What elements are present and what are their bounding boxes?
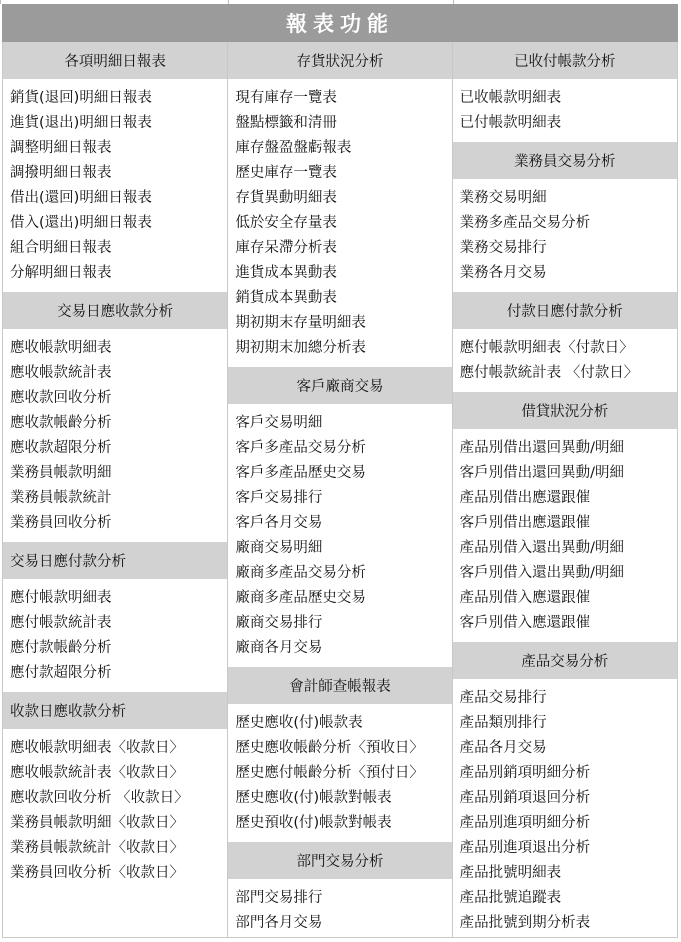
report-link[interactable]: 應付帳款統計表 (10, 615, 112, 631)
report-link[interactable]: 客戶多產品交易分析 (235, 440, 366, 456)
report-link[interactable]: 客戶別借入還出異動/明細 (459, 565, 625, 581)
report-link[interactable]: 廠商交易明細 (235, 540, 323, 556)
report-section (453, 292, 677, 392)
report-link-list (3, 329, 227, 542)
report-link[interactable]: 組合明細日報表 (10, 240, 112, 256)
report-link[interactable]: 庫存盤盈盤虧報表 (235, 140, 352, 156)
report-section (3, 542, 227, 692)
report-link[interactable]: 客戶交易明細 (235, 415, 323, 431)
report-link-list (3, 79, 227, 292)
report-link[interactable]: 部門交易排行 (235, 890, 323, 906)
report-link[interactable]: 期初期末存量明細表 (235, 315, 366, 331)
section-header: 交易日應付款分析 (3, 542, 227, 579)
report-link[interactable]: 業務多產品交易分析 (459, 215, 591, 231)
report-link-list (453, 429, 677, 642)
report-section (3, 692, 227, 892)
report-link[interactable]: 客戶別借出應還跟催 (459, 515, 591, 531)
report-link-list (453, 79, 677, 142)
report-link[interactable]: 業務各月交易 (459, 265, 547, 281)
report-link[interactable]: 產品別借出應還跟催 (459, 490, 591, 506)
section-header: 部門交易分析 (228, 842, 451, 879)
report-link[interactable]: 應收帳款統計表 (10, 365, 112, 381)
report-link[interactable]: 產品批號追蹤表 (459, 890, 562, 906)
report-link[interactable]: 廠商多產品歷史交易 (235, 590, 366, 606)
report-link[interactable]: 應收款回收分析 〈收款日〉 (10, 790, 189, 806)
report-link[interactable]: 部門各月交易 (235, 915, 323, 931)
report-link-list (228, 404, 451, 667)
report-table (2, 42, 678, 938)
report-link[interactable]: 銷貨成本異動表 (235, 290, 337, 306)
report-link[interactable]: 產品別借入還出異動/明細 (459, 540, 625, 556)
report-link[interactable]: 歷史庫存一覽表 (235, 165, 337, 181)
report-link[interactable]: 應收帳款統計表〈收款日〉 (10, 765, 184, 781)
section-header: 客戶廠商交易 (228, 367, 451, 404)
report-link[interactable]: 分解明細日報表 (10, 265, 112, 281)
report-section (3, 42, 227, 292)
report-section (3, 292, 227, 542)
report-link[interactable]: 產品別進項明細分析 (459, 815, 591, 831)
report-link[interactable]: 調整明細日報表 (10, 140, 112, 156)
section-header: 存貨狀況分析 (228, 42, 451, 79)
report-link[interactable]: 已付帳款明細表 (459, 115, 562, 131)
report-link[interactable]: 歷史應收帳齡分析〈預收日〉 (235, 740, 424, 756)
report-link[interactable]: 進貨(退出)明細日報表 (10, 115, 152, 131)
report-link[interactable]: 客戶各月交易 (235, 515, 323, 531)
report-link-list (453, 329, 677, 392)
page-title: 報表功能 (2, 4, 678, 42)
section-header: 產品交易分析 (453, 642, 677, 679)
report-link[interactable]: 產品別進項退出分析 (459, 840, 591, 856)
report-link[interactable]: 應付款超限分析 (10, 665, 112, 681)
report-link[interactable]: 已收帳款明細表 (459, 90, 562, 106)
report-link[interactable]: 廠商各月交易 (235, 640, 323, 656)
report-link[interactable]: 產品別銷項退回分析 (459, 790, 591, 806)
report-link[interactable]: 業務員帳款統計〈收款日〉 (10, 840, 184, 856)
report-link[interactable]: 借出(還回)明細日報表 (10, 190, 152, 206)
report-link[interactable]: 應收款帳齡分析 (10, 415, 112, 431)
report-link[interactable]: 客戶別借入應還跟催 (459, 615, 591, 631)
report-link[interactable]: 業務員回收分析 (10, 515, 112, 531)
report-link[interactable]: 業務員帳款明細〈收款日〉 (10, 815, 184, 831)
report-link[interactable]: 存貨異動明細表 (235, 190, 337, 206)
report-link-list (3, 579, 227, 692)
section-header: 收款日應收款分析 (3, 692, 227, 729)
report-link[interactable]: 廠商多產品交易分析 (235, 565, 366, 581)
section-header: 已收付帳款分析 (453, 42, 677, 79)
report-link[interactable]: 業務交易明細 (459, 190, 547, 206)
report-link[interactable]: 現有庫存一覽表 (235, 90, 337, 106)
report-column-1 (3, 42, 227, 937)
report-link[interactable]: 歷史應付帳齡分析〈預付日〉 (235, 765, 424, 781)
report-link[interactable]: 期初期末加總分析表 (235, 340, 366, 356)
report-link[interactable]: 銷貨(退回)明細日報表 (10, 90, 152, 106)
report-link[interactable]: 產品別借出還回異動/明細 (459, 440, 625, 456)
report-link[interactable]: 應收款超限分析 (10, 440, 112, 456)
report-link[interactable]: 進貨成本異動表 (235, 265, 337, 281)
report-link[interactable]: 應收款回收分析 (10, 390, 112, 406)
report-link[interactable]: 業務員回收分析〈收款日〉 (10, 865, 184, 881)
report-link-list (453, 679, 677, 942)
report-link[interactable]: 歷史應收(付)帳款對帳表 (235, 790, 392, 806)
report-link[interactable]: 低於安全存量表 (235, 215, 337, 231)
report-column-2 (227, 42, 451, 937)
report-link[interactable]: 庫存呆滯分析表 (235, 240, 337, 256)
report-section (453, 42, 677, 142)
report-link[interactable]: 歷史應收(付)帳款表 (235, 715, 363, 731)
report-link[interactable]: 業務員帳款明細 (10, 465, 112, 481)
report-link[interactable]: 產品別借入應還跟催 (459, 590, 591, 606)
report-section (228, 367, 451, 667)
report-link[interactable]: 產品批號明細表 (459, 865, 562, 881)
report-link-list (228, 704, 451, 842)
report-link[interactable]: 產品批號到期分析表 (459, 915, 591, 931)
report-link[interactable]: 產品交易排行 (459, 690, 547, 706)
section-header: 交易日應收款分析 (3, 292, 227, 329)
report-link[interactable]: 客戶交易排行 (235, 490, 323, 506)
report-link[interactable]: 應收帳款明細表〈收款日〉 (10, 740, 184, 756)
report-link-list (228, 879, 451, 942)
report-link[interactable]: 產品類別排行 (459, 715, 547, 731)
section-header: 各項明細日報表 (3, 42, 227, 79)
section-header: 業務員交易分析 (453, 142, 677, 179)
report-link[interactable]: 業務員帳款統計 (10, 490, 112, 506)
report-link[interactable]: 歷史預收(付)帳款對帳表 (235, 815, 392, 831)
report-link[interactable]: 客戶多產品歷史交易 (235, 465, 366, 481)
report-link[interactable]: 應付款帳齡分析 (10, 640, 112, 656)
report-link[interactable]: 應付帳款明細表 (10, 590, 112, 606)
report-link[interactable]: 應收帳款明細表 (10, 340, 112, 356)
report-section (228, 42, 451, 367)
report-link-list (453, 179, 677, 292)
report-section (228, 667, 451, 842)
report-section (453, 392, 677, 642)
report-link-list (228, 79, 451, 367)
report-section (453, 642, 677, 942)
report-link[interactable]: 調撥明細日報表 (10, 165, 112, 181)
report-section (453, 142, 677, 292)
report-link[interactable]: 業務交易排行 (459, 240, 547, 256)
report-link[interactable]: 客戶別借出還回異動/明細 (459, 465, 625, 481)
report-link[interactable]: 廠商交易排行 (235, 615, 323, 631)
report-link[interactable]: 盤點標籤和清冊 (235, 115, 337, 131)
report-section (228, 842, 451, 942)
report-link[interactable]: 應付帳款統計表 〈付款日〉 (459, 365, 639, 381)
report-link[interactable]: 借入(還出)明細日報表 (10, 215, 152, 231)
report-link-list (3, 729, 227, 892)
section-header: 會計師查帳報表 (228, 667, 451, 704)
report-link[interactable]: 產品別銷項明細分析 (459, 765, 591, 781)
report-column-3 (452, 42, 677, 937)
section-header: 借貸狀況分析 (453, 392, 677, 429)
report-link[interactable]: 產品各月交易 (459, 740, 547, 756)
section-header: 付款日應付款分析 (453, 292, 677, 329)
report-link[interactable]: 應付帳款明細表〈付款日〉 (459, 340, 634, 356)
